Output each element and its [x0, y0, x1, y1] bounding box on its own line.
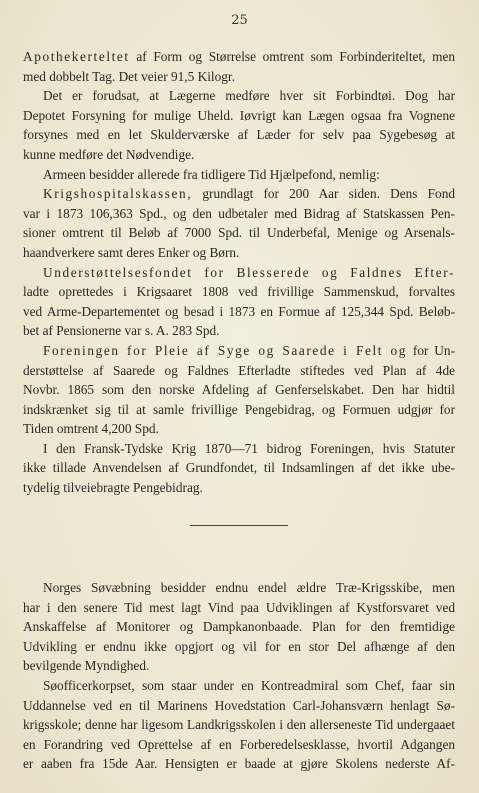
- text-line: [23, 263, 455, 283]
- page-number: 25: [231, 13, 248, 28]
- text-line: ved Arme-Departementet og besad i 1873 en Formue af 125,344 Spd. Beløb-: [23, 303, 455, 319]
- text-line: Anskaffelse af Monitorer og Dampkanonbaade. Plan for den fremtidige: [23, 619, 455, 635]
- text-line: ikke tillade Anvendelsen af Grundfondet, til Indsamlingen af det ikke ube-: [23, 460, 455, 476]
- text-line: er aaben fra 15de Aar. Hensigten er baade at gjøre Skolens nederste Af-: [23, 756, 455, 772]
- text-line: Foreningen for Pleie af Syge og Saarede i Felt og for Un-: [43, 342, 455, 358]
- spaced-heading: Understøttelsesfondet for Blesserede og Faldnes Efter-: [43, 264, 455, 280]
- spaced-heading: Apothekerteltet: [23, 49, 130, 64]
- text-line: Uddannelse ved en til Marinens Hovedstation Carl-Johansværn henlagt Sø-: [23, 697, 455, 713]
- text-line: en Forandring ved Oprettelse af en Forberedelsesklasse, hvortil Adgangen: [23, 736, 455, 752]
- text-line: bevilgende Myndighed.: [23, 658, 150, 674]
- text-line: I den Fransk-Tydske Krig 1870—71 bidrog Foreningen, hvis Statuter: [43, 440, 455, 456]
- text-line: var i 1873 106,363 Spd., og den udbetaler med Bidrag af Statskassen Pen-: [23, 205, 455, 221]
- text-line: indskrænket sig til at samle frivillige Pengebidrag, og Formuen udgjør for: [23, 401, 455, 417]
- text-line: sioner omtrent til Beløb af 7000 Spd. til Underbefal, Menige og Arsenals-: [23, 225, 455, 241]
- paragraphs-section-1: [23, 47, 455, 498]
- text-line: Krigshospitalskassen, grundlagt for 200 Aar siden. Dens Fond: [43, 186, 455, 202]
- spaced-heading: Foreningen for Pleie af Syge og Saarede i Felt og: [43, 342, 408, 358]
- text-line: Søofficerkorpset, som staar under en Kontreadmiral som Chef, faar sin: [43, 677, 455, 693]
- text-line: krigsskole; denne har ligesom Landkrigsskolen i den allerseneste Tid undergaaet: [23, 717, 455, 733]
- text-line: Det er forudsat, at Lægerne medføre hver sit Forbindtøi. Dog har: [43, 88, 455, 104]
- text-line: ladte oprettedes i Krigsaaret 1808 ved frivillige Sammenskud, forvaltes: [23, 284, 455, 300]
- text-line: Novbr. 1865 som den norske Afdeling af Genferselskabet. Den har hidtil: [23, 382, 455, 398]
- text-line: bet af Pensionerne var s. A. 283 Spd.: [23, 323, 220, 339]
- text-line: Armeen besidder allerede fra tidligere Tid Hjælpefond, nemlig:: [43, 166, 380, 182]
- paragraphs-section-2: [23, 578, 455, 774]
- text-line: Tiden omtrent 4,200 Spd.: [23, 421, 159, 437]
- text-line: tydelig tilveiebragte Pengebidrag.: [23, 480, 203, 496]
- text-line: Depotet Forsyning for mulige Uheld. Iøvrigt kan Lægen ogsaa fra Vognene: [23, 107, 455, 123]
- text-line: Norges Søvæbning besidder endnu endel ældre Træ-Krigsskibe, men: [43, 580, 455, 595]
- section-divider: [190, 525, 288, 526]
- text-line: har i den senere Tid mest lagt Vind paa Udviklingen af Kystforsvaret ved: [23, 599, 455, 615]
- text-line: forsynes med en let Skulderværske af Læder for selv paa Sygebesøg at: [23, 127, 455, 143]
- text-line: med dobbelt Tag. Det veier 91,5 Kilogr.: [23, 68, 235, 84]
- text-line: Apothekerteltet af Form og Størrelse omtrent som Forbinderiteltet, men: [23, 49, 455, 64]
- text-line: derstøttelse af Saarede og Faldnes Efterladte stiftedes ved Plan af 4de: [23, 362, 455, 378]
- text-line: kunne medføre det Nødvendige.: [23, 146, 195, 162]
- text-line: Udvikling er endnu ikke opgjort og vil for en stor Del afhænge af den: [23, 638, 455, 654]
- text-line: haandverkere samt deres Enker og Børn.: [23, 244, 240, 260]
- spaced-heading: Krigshospitalskassen,: [43, 186, 193, 202]
